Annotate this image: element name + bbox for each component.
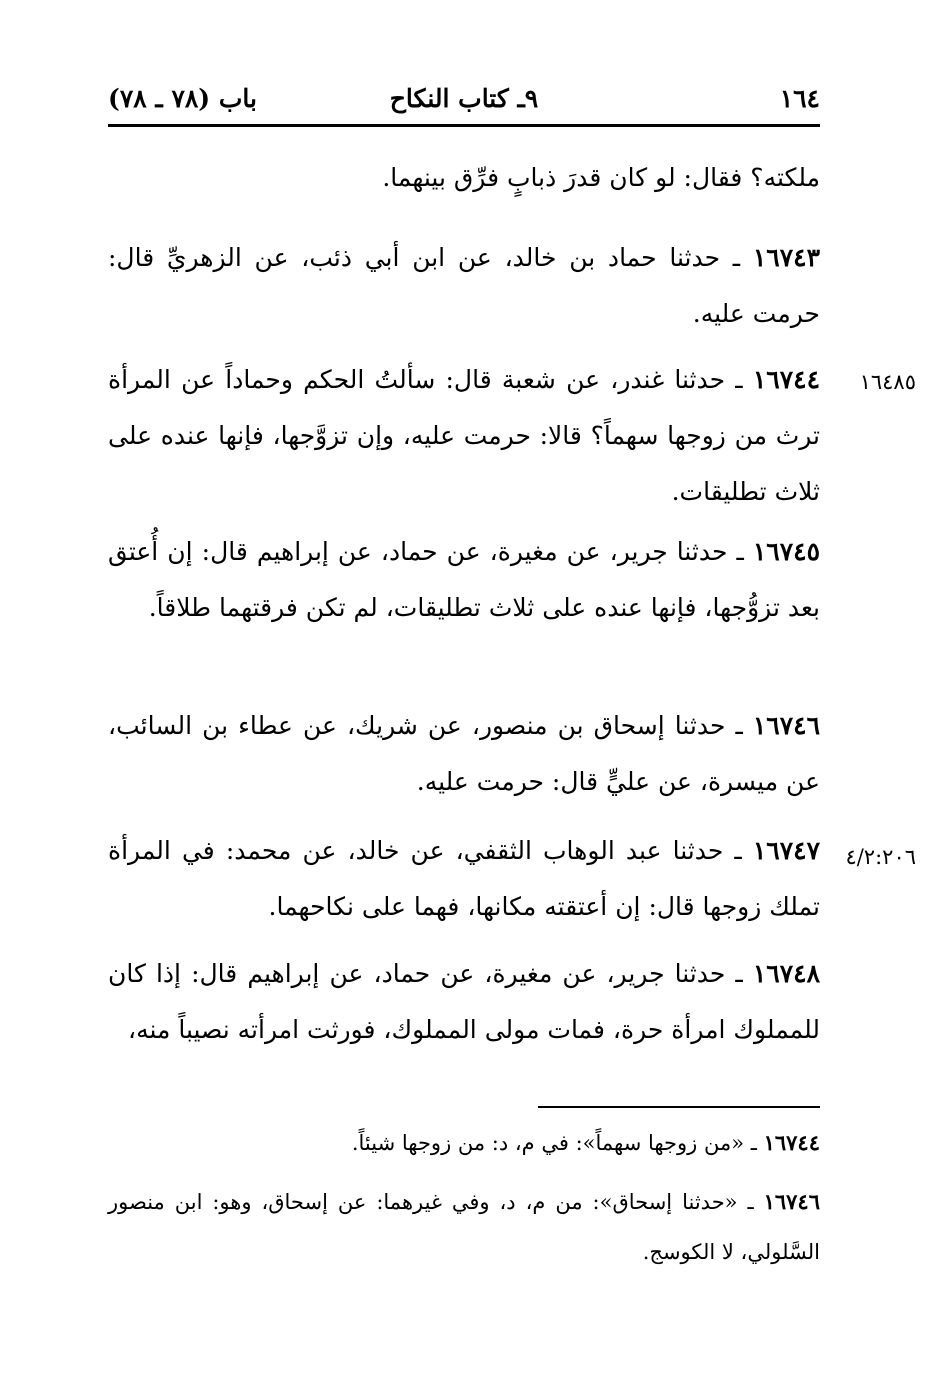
hadith-text [108, 698, 820, 810]
hadith-number: ١٦٧٤٦ [752, 711, 820, 740]
footnote [108, 1118, 820, 1168]
hadith-entry [108, 946, 820, 1058]
chapter-title: باب (٧٨ ـ ٧٨) [108, 84, 257, 113]
hadith-entry [108, 698, 820, 810]
header-rule [108, 124, 820, 127]
hadith-body: ـ حدثنا جرير، عن مغيرة، عن حماد، عن إبراهيم قال: إذا كان للمملوك امرأة حرة، فمات مولى المملوك، فورثت امرأته نصيباً منه، [108, 959, 820, 1044]
hadith-number: ١٦٧٤٧ [752, 836, 820, 865]
book-title: ٩ـ كتاب النكاح [389, 84, 539, 113]
hadith-text [108, 230, 820, 342]
hadith-text [108, 524, 820, 636]
margin-reference: ١٦٤٨٥ [859, 370, 916, 394]
margin-reference: ٤/٢:٢٠٦ [845, 845, 916, 869]
hadith-body: ـ حدثنا إسحاق بن منصور، عن شريك، عن عطاء بن السائب، عن ميسرة، عن عليٍّ قال: حرمت عليه. [108, 711, 820, 796]
hadith-number: ١٦٧٤٥ [752, 537, 820, 566]
running-header [108, 72, 820, 122]
hadith-body: ـ حدثنا غندر، عن شعبة قال: سألتُ الحكم وحماداً عن المرأة ترث من زوجها سهماً؟ قالا: حرمت عليه، وإن تزوَّجها، فإنها عنده على ثلاث تطليقات. [108, 365, 820, 506]
hadith-number: ١٦٧٤٤ [752, 365, 820, 394]
continuation-paragraph [108, 150, 820, 206]
footnote-body: ـ «حدثنا إسحاق»: من م، د، وفي غيرهما: عن إسحاق، وهو: ابن منصور السَّلولي، لا الكوسج. [108, 1190, 820, 1264]
footnote-number: ١٦٧٤٤ [763, 1130, 820, 1155]
footnote-body: ـ «من زوجها سهماً»: في م، د: من زوجها شيئاً. [351, 1131, 764, 1155]
footnote-number: ١٦٧٤٦ [763, 1189, 820, 1214]
footnote [108, 1177, 820, 1277]
continuation-text: ملكته؟ فقال: لو كان قدرَ ذبابٍ فرِّق بينهما. [382, 163, 820, 192]
hadith-body: ـ حدثنا عبد الوهاب الثقفي، عن خالد، عن محمد: في المرأة تملك زوجها قال: إن أعتقته مكانها، فهما على نكاحهما. [108, 836, 820, 921]
hadith-entry [108, 524, 820, 636]
hadith-entry [108, 352, 820, 520]
hadith-body: ـ حدثنا جرير، عن مغيرة، عن حماد، عن إبراهيم قال: إن أُعتق بعد تزوُّجها، فإنها عنده على ثلاث تطليقات، لم تكن فرقتهما طلاقاً. [108, 537, 820, 622]
footnote-text [108, 1177, 820, 1277]
footnote-rule [538, 1106, 820, 1108]
hadith-text [108, 946, 820, 1058]
hadith-entry [108, 823, 820, 935]
hadith-text [108, 352, 820, 520]
hadith-number: ١٦٧٤٣ [752, 243, 820, 272]
hadith-text [108, 823, 820, 935]
hadith-number: ١٦٧٤٨ [752, 959, 820, 988]
hadith-entry [108, 230, 820, 342]
hadith-body: ـ حدثنا حماد بن خالد، عن ابن أبي ذئب، عن الزهريِّ قال: حرمت عليه. [108, 243, 820, 328]
footnote-text [108, 1118, 820, 1168]
page-number: ١٦٤ [779, 84, 820, 113]
